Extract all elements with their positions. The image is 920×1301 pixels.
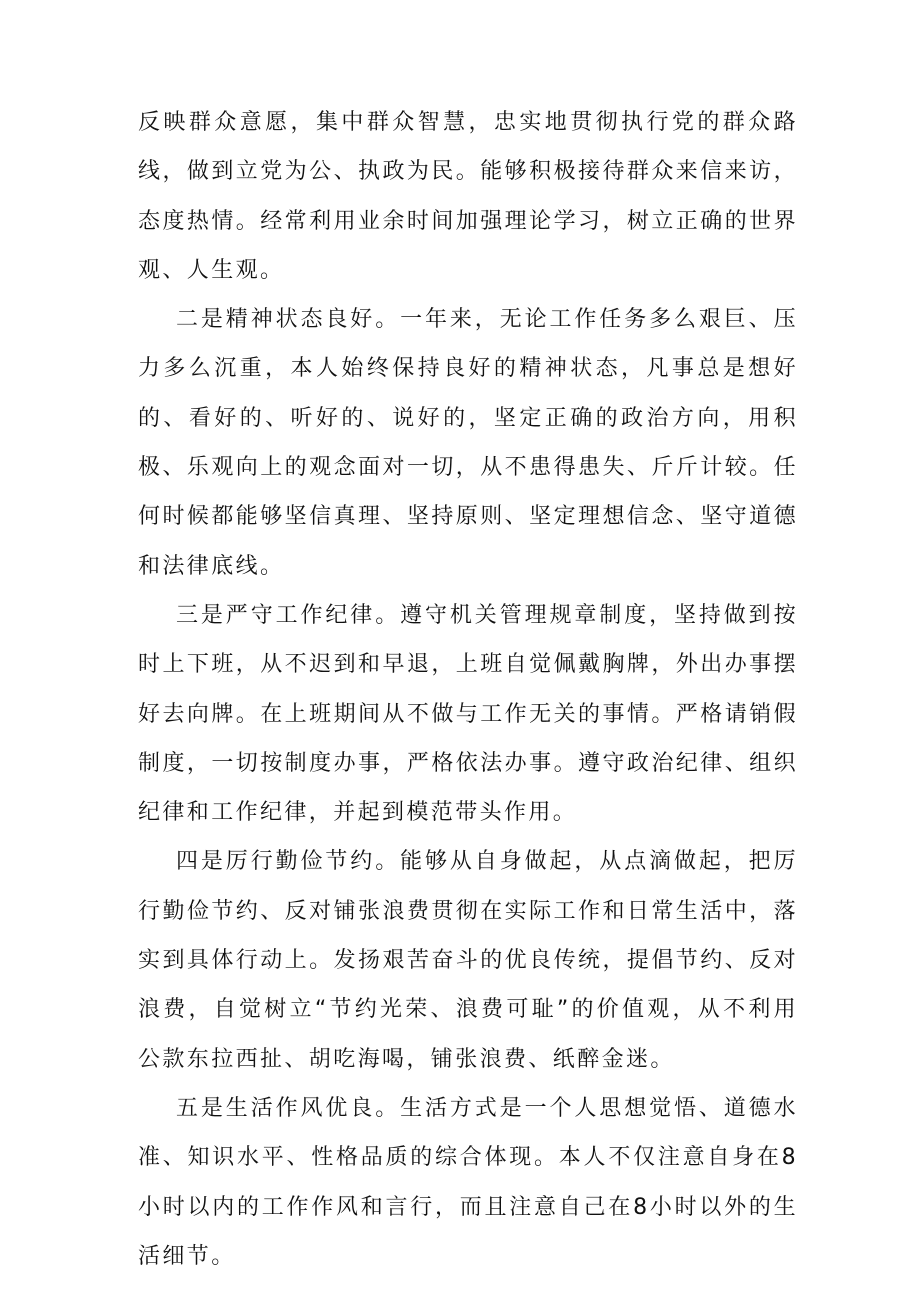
paragraph-spirit: 二是精神状态良好。一年来，无论工作任务多么艰巨、压力多么沉重，本人始终保持良好的精神状态，凡事总是想好的、看好的、听好的、说好的，坚定正确的政治方向，用积极、乐观向上的观念面对一切，从不患得患失、斤斤计较。任何时候都能够坚信真理、坚持原则、坚定理想信念、坚守道德和法律底线。 — [138, 307, 798, 579]
paragraph-discipline: 三是严守工作纪律。遵守机关管理规章制度，坚持做到按时上下班，从不迟到和早退，上班自觉佩戴胸牌，外出办事摆好去向牌。在上班期间从不做与工作无关的事情。严格请销假制度，一切按制度办事，严格依法办事。遵守政治纪律、组织纪律和工作纪律，并起到模范带头作用。 — [138, 602, 798, 826]
paragraph-lifestyle: 五是生活作风优良。生活方式是一个人思想觉悟、道德水准、知识水平、性格品质的综合体现。本人不仅注意自身在8小时以内的工作作风和言行，而且注意自己在8小时以外的生活细节。 — [138, 1095, 798, 1269]
paragraph-continued: 反映群众意愿，集中群众智慧，忠实地贯彻执行党的群众路线，做到立党为公、执政为民。能够积极接待群众来信来访，态度热情。经常利用业余时间加强理论学习，树立正确的世界观、人生观。 — [138, 110, 798, 283]
paragraph-thrift: 四是厉行勤俭节约。能够从自身做起，从点滴做起，把厉行勤俭节约、反对铺张浪费贯彻在实际工作和日常生活中，落实到具体行动上。发扬艰苦奋斗的优良传统，提倡节约、反对浪费，自觉树立“节约光荣、浪费可耻”的价值观，从不利用公款东拉西扯、胡吃海喝，铺张浪费、纸醉金迷。 — [138, 849, 798, 1072]
document-body — [138, 98, 798, 1281]
